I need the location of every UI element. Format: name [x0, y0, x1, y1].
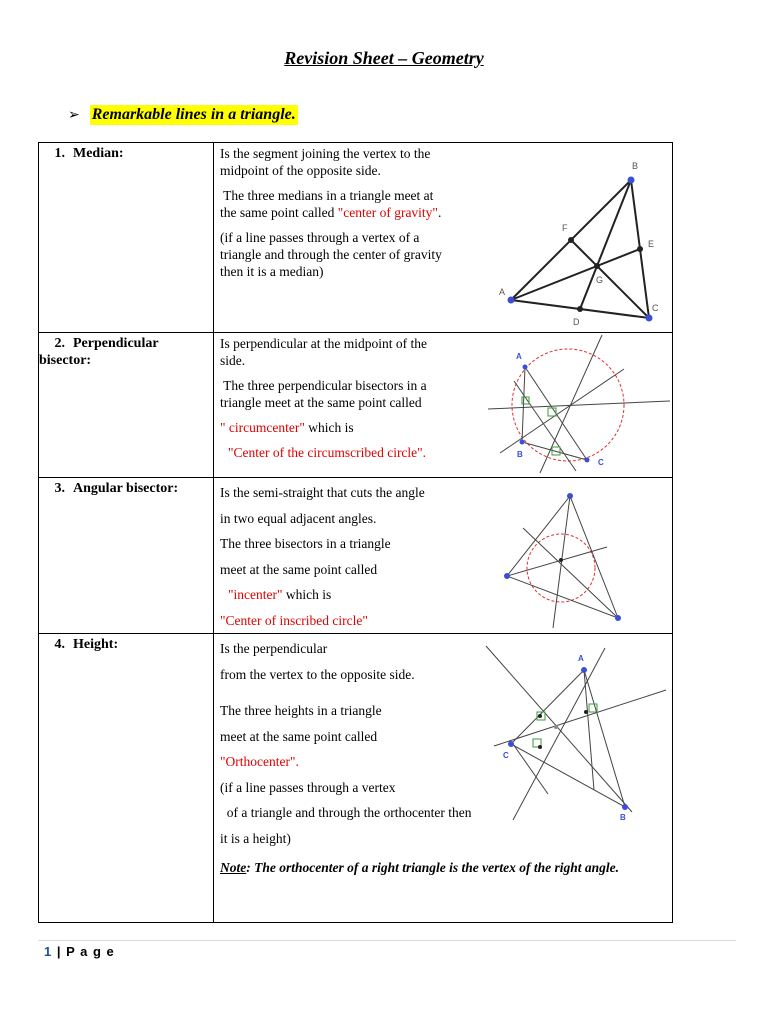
point-b-dot	[628, 177, 635, 184]
text-span: the same point called	[220, 205, 338, 220]
note-text: : The orthocenter of a right triangle is the vertex of the right angle.	[246, 860, 620, 875]
text-span: which is	[282, 587, 332, 602]
vertex-left-dot	[504, 573, 510, 579]
text-span: .	[437, 205, 442, 220]
row-label: Perpendicular	[73, 336, 159, 351]
footer-separator: |	[52, 944, 67, 959]
label-g: G	[596, 275, 604, 285]
label-cell-angular-bisector	[39, 478, 214, 634]
text-line: The three medians in a triangle meet at	[220, 188, 434, 203]
table-row-angular-bisector	[39, 478, 673, 634]
label-b: B	[632, 161, 639, 171]
text-line: The three bisectors in a triangle	[220, 536, 391, 551]
foot-dot	[538, 714, 542, 718]
row-label-continued: bisector:	[39, 353, 92, 368]
note	[214, 860, 672, 876]
page-title: Revision Sheet – Geometry	[284, 48, 484, 68]
text-line: midpoint of the opposite side.	[220, 163, 381, 178]
page-word: P a g e	[66, 944, 115, 959]
table-row-median	[39, 143, 673, 333]
page-footer	[44, 944, 115, 959]
median-figure	[494, 159, 669, 331]
content-cell-median	[214, 143, 673, 333]
angular-bisector-figure	[489, 486, 669, 632]
text-line: side.	[220, 353, 246, 368]
point-b-dot	[520, 440, 525, 445]
vertex-right-dot	[615, 615, 621, 621]
text-line: triangle meet at the same point called	[220, 395, 422, 410]
label-cell-perpendicular-bisector	[39, 333, 214, 478]
text-line: Is the semi-straight that cuts the angle	[220, 485, 425, 500]
row-number: 4.	[54, 637, 65, 652]
row-number: 2.	[54, 336, 65, 351]
content-cell-perpendicular-bisector	[214, 333, 673, 478]
point-b-dot	[622, 804, 628, 810]
text-line: Is the segment joining the vertex to the	[220, 146, 431, 161]
text-line: it is a height)	[220, 830, 291, 846]
point-c-dot	[646, 315, 653, 322]
text-line: from the vertex to the opposite side.	[220, 666, 415, 682]
text-span: which is	[304, 420, 354, 435]
text-line: meet at the same point called	[220, 728, 378, 744]
label-c: C	[503, 751, 509, 760]
key-term: "center of gravity"	[337, 205, 438, 220]
row-number: 1.	[54, 146, 65, 161]
label-b: B	[620, 813, 626, 820]
incenter-dot	[559, 558, 563, 562]
text-line: The three perpendicular bisectors in a	[220, 378, 427, 393]
lines-table	[38, 142, 673, 923]
key-term: " circumcenter"	[220, 420, 305, 435]
label-c: C	[652, 303, 659, 313]
key-term: "incenter"	[228, 587, 283, 602]
text-line: triangle and through the center of gravity	[220, 247, 442, 262]
note-label: Note	[220, 860, 247, 875]
text-line: then it is a median)	[220, 264, 324, 279]
row-label: Median:	[73, 146, 124, 161]
orthocenter-dot	[554, 725, 558, 729]
label-cell-height	[39, 634, 214, 923]
text-line: in two equal adjacent angles.	[220, 510, 377, 526]
label-cell-median	[39, 143, 214, 333]
label-a: A	[499, 287, 506, 297]
content-cell-angular-bisector	[214, 478, 673, 634]
footer-divider	[38, 940, 736, 941]
point-e-dot	[637, 246, 643, 252]
point-a-dot	[581, 667, 587, 673]
text-line: (if a line passes through a vertex of a	[220, 230, 420, 245]
table-row-perpendicular-bisector	[39, 333, 673, 478]
text-line: Is perpendicular at the midpoint of the	[220, 336, 427, 351]
label-b: B	[517, 450, 523, 459]
point-c-dot	[585, 458, 590, 463]
vertex-top-dot	[567, 493, 573, 499]
page-number: 1	[44, 944, 53, 959]
foot-dot	[538, 745, 542, 749]
section-heading	[68, 104, 298, 126]
foot-dot	[584, 710, 588, 714]
row-number: 3.	[54, 481, 65, 496]
label-d: D	[573, 317, 580, 327]
key-term: "Center of the circumscribed circle".	[228, 445, 427, 460]
label-f: F	[562, 223, 568, 233]
point-c-dot	[508, 741, 514, 747]
point-g-dot	[594, 263, 600, 269]
text-line: (if a line passes through a vertex	[220, 779, 396, 795]
label-e: E	[648, 239, 655, 249]
label-a: A	[516, 352, 522, 361]
point-a-dot	[508, 297, 515, 304]
text-line: of a triangle and through the orthocenter then	[220, 805, 472, 820]
point-d-dot	[577, 306, 583, 312]
point-a-dot	[523, 365, 528, 370]
text-line: The three heights in a triangle	[220, 703, 382, 718]
arrow-bullet-icon: ➢	[68, 107, 80, 123]
point-f-dot	[568, 237, 574, 243]
key-term: "Center of inscribed circle"	[220, 612, 368, 628]
content-cell-height	[214, 634, 673, 923]
key-term: "Orthocenter".	[220, 754, 299, 769]
height-figure	[482, 644, 668, 820]
row-label: Angular bisector:	[73, 481, 179, 496]
table-row-height	[39, 634, 673, 923]
text-line: meet at the same point called	[220, 561, 378, 577]
text-line: Is the perpendicular	[220, 641, 328, 656]
perpendicular-bisector-figure	[484, 333, 674, 476]
row-label: Height:	[73, 637, 119, 652]
label-c: C	[598, 458, 604, 467]
section-heading-text: Remarkable lines in a triangle.	[91, 106, 296, 123]
label-a: A	[578, 654, 584, 663]
